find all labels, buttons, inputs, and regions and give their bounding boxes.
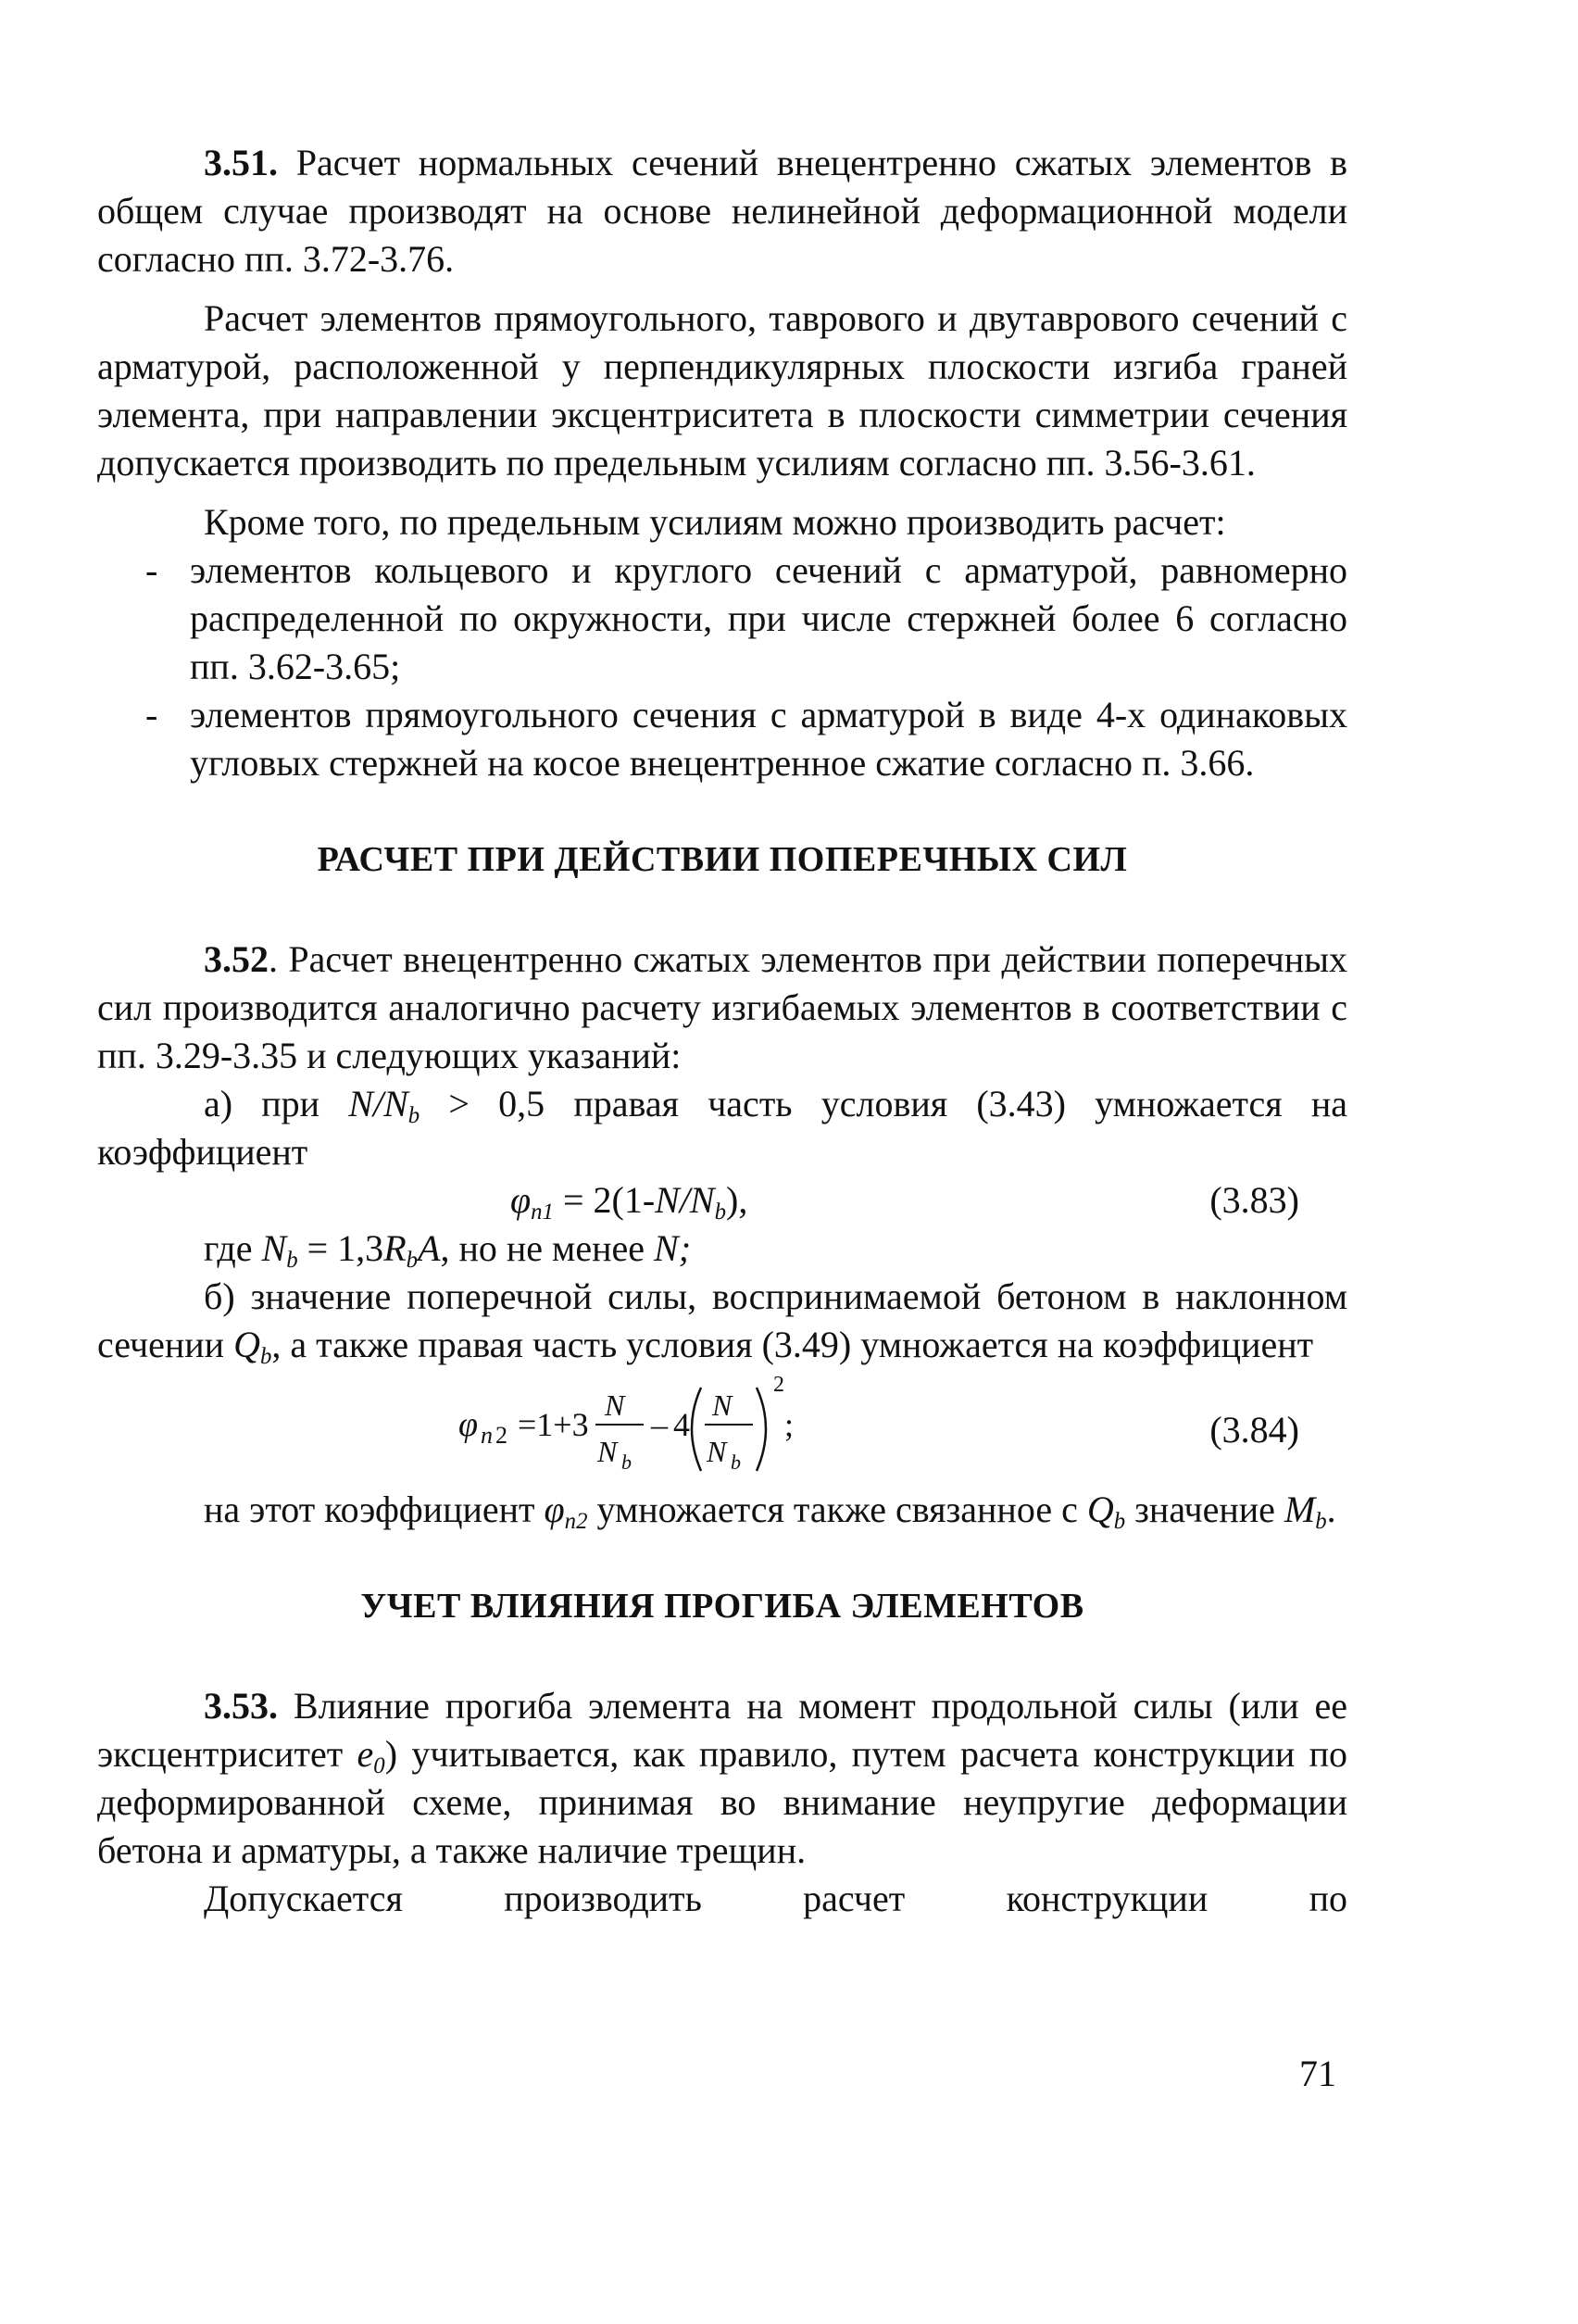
paragraph-where: где $N_b = 1,3R_bA$, но не менее N; <box>204 1227 692 1273</box>
page-content <box>97 139 1347 1923</box>
section-heading: УЧЕТ ВЛИЯНИЯ ПРОГИБА ЭЛЕМЕНТОВ <box>360 1587 1084 1626</box>
svg-text:b: b <box>621 1451 632 1474</box>
formula-graphic <box>458 1375 921 1486</box>
paragraph-3-52: 3.52. Расчет внецентренно сжатых элементов при действии поперечных сил производится аналогично расчету изгибаемых элементов в соответствии с пп. 3.29-3.35 и следующих указаний: <box>97 938 1347 1076</box>
svg-text:N: N <box>712 1388 733 1422</box>
svg-text:;: ; <box>784 1406 795 1443</box>
svg-text:–: – <box>651 1406 668 1443</box>
svg-text:b: b <box>731 1451 741 1474</box>
svg-text:N: N <box>597 1435 618 1468</box>
svg-text:N: N <box>707 1435 727 1468</box>
paragraph-3-51 <box>97 139 1347 283</box>
svg-text:φ: φ <box>458 1405 479 1444</box>
page-number: 71 <box>1299 2053 1336 2094</box>
paragraph-text: Расчет нормальных сечений внецентренно сжатых элементов в общем случае производят на основе нелинейной деформационной модели согласно пп. 3.72-3.76. <box>97 142 1348 280</box>
section-heading: РАСЧЕТ ПРИ ДЕЙСТВИИ ПОПЕРЕЧНЫХ СИЛ <box>317 840 1128 879</box>
svg-text:=1+3: =1+3 <box>518 1406 589 1443</box>
paragraph-3-52-a: а) при $N/N_b > 0,5$ правая часть условия (3.43) умножается на коэффициент <box>97 1083 1347 1173</box>
clause-number: 3.53. <box>204 1685 278 1727</box>
list-item: - элементов кольцевого и круглого сечений с арматурой, равномерно распределенной по окружности, при числе стержней более 6 согласно пп. 3.62-3.65; <box>145 549 1347 687</box>
svg-text:2: 2 <box>495 1422 507 1449</box>
paragraph-3-51-c: Кроме того, по предельным усилиям можно производить расчет: <box>204 501 1226 543</box>
clause-number: 3.51. <box>204 142 278 183</box>
list-item: - элементов прямоугольного сечения с арматурой в виде 4-х одинаковых угловых стержней на косое внецентренное сжатие согласно п. 3.66. <box>145 694 1347 784</box>
svg-text:4: 4 <box>673 1406 690 1443</box>
clause-number: 3.52 <box>204 938 269 980</box>
paragraph-3-53: 3.53. Влияние прогиба элемента на момент продольной силы (или ее эксцентриситет $e_0$) учитывается, как правило, путем расчета конструкции по деформированной схеме, принимая во внимание неупругие деформации бетона и арматуры, а также наличие трещин. <box>97 1685 1347 1871</box>
paragraph-3-51-b: Расчет элементов прямоугольного, таврового и двутаврового сечений с арматурой, расположенной у перпендикулярных плоскости изгиба граней элемента, при направлении эксцентриситета в плоскости симметрии сечения допускается производить по предельным усилиям согласно пп. 3.56-3.61. <box>97 297 1347 484</box>
paragraph-3-52-b: б) значение поперечной силы, воспринимаемой бетоном в наклонном сечении $Q_b$, а также правая часть условия (3.49) умножается на коэффициент <box>97 1275 1347 1369</box>
svg-text:2: 2 <box>773 1375 784 1397</box>
paragraph-3-52-c: на этот коэффициент $\varphi_{n2}$ умножается также связанное с $Q_b$ значение $M_b$. <box>204 1489 1336 1534</box>
svg-text:n: n <box>481 1422 493 1449</box>
formula-3-83: $\varphi_{n1} = 2(1-N/N_b)$, (3.83) <box>97 1176 1347 1225</box>
formula-3-84 <box>97 1375 1347 1486</box>
svg-text:N: N <box>605 1388 625 1422</box>
equation-number: (3.84) <box>1209 1409 1299 1451</box>
bullet-list <box>145 546 1347 787</box>
equation-number: (3.83) <box>1209 1179 1299 1221</box>
paragraph-3-53-b: Допускается производить расчет конструкции по <box>204 1878 1347 1919</box>
